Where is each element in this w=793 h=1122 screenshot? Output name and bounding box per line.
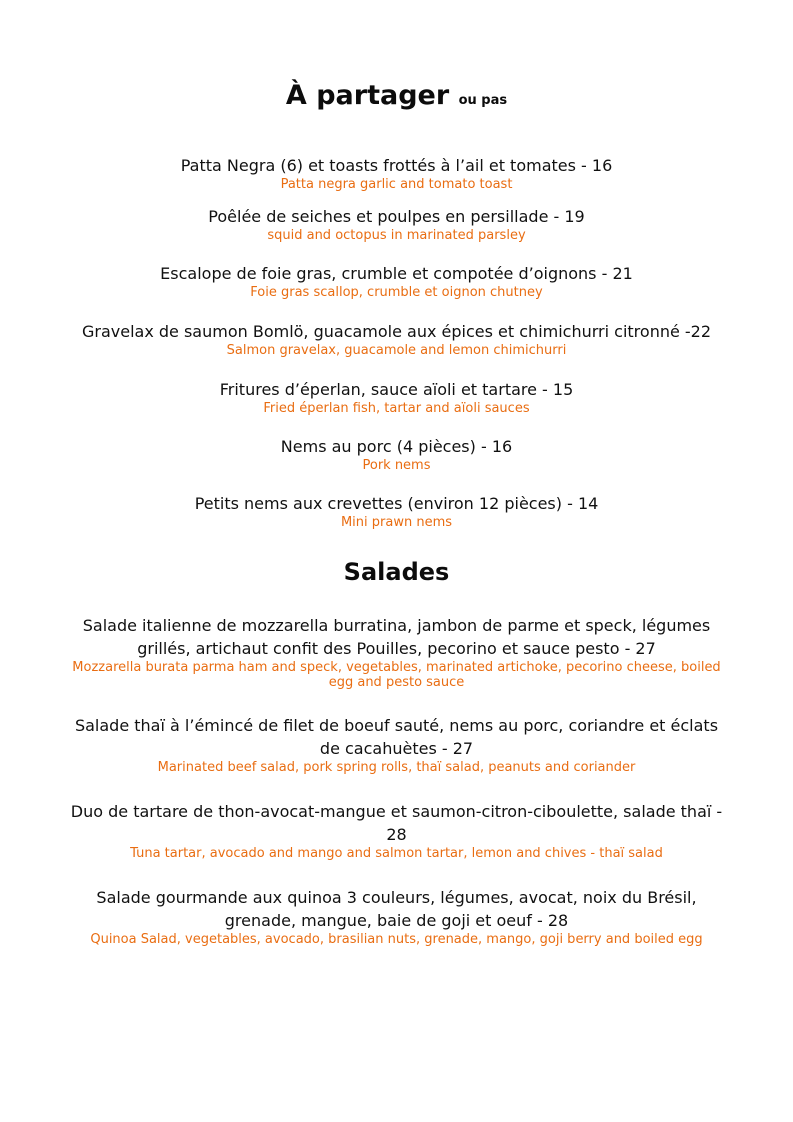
- menu-item: [70, 205, 723, 243]
- item-name-en: Marinated beef salad, pork spring rolls, thaï salad, peanuts and coriander: [157, 760, 636, 775]
- menu-item: [70, 378, 723, 416]
- item-name-fr: Duo de tartare de thon-avocat-mangue et saumon-citron-ciboulette, salade thaï - 28: [70, 802, 723, 844]
- item-name-fr: Salade italienne de mozzarella burratina, jambon de parme et speck, légumes grillés, artichaut confit des Pouilles, pecorino et sauce pesto - 27: [82, 616, 711, 658]
- item-name-en: Pork nems: [362, 458, 431, 473]
- section-title-salads: Salades: [343, 558, 450, 586]
- item-name-fr: Salade gourmande aux quinoa 3 couleurs, légumes, avocat, noix du Brésil, grenade, mangue, baie de goji et oeuf - 28: [96, 888, 697, 930]
- item-name-fr: Gravelax de saumon Bomlö, guacamole aux épices et chimichurri citronné -22: [81, 322, 712, 341]
- item-name-en: Fried éperlan fish, tartar and aïoli sauces: [263, 401, 530, 416]
- section-title-sharing: [0, 80, 793, 111]
- menu-item: [70, 492, 723, 530]
- item-name-en: Mozzarella burata parma ham and speck, vegetables, marinated artichoke, pecorino cheese, boiled egg and pesto sauce: [72, 660, 721, 690]
- item-name-en: Patta negra garlic and tomato toast: [280, 177, 513, 192]
- item-name-fr: Escalope de foie gras, crumble et compotée d’oignons - 21: [160, 264, 633, 283]
- item-name-en: Mini prawn nems: [340, 515, 453, 530]
- menu-item: [70, 435, 723, 473]
- menu-item: [70, 886, 723, 947]
- item-name-en: Tuna tartar, avocado and mango and salmon tartar, lemon and chives - thaï salad: [130, 846, 663, 861]
- section-title-suffix: ou pas: [458, 93, 508, 108]
- item-name-fr: Patta Negra (6) et toasts frottés à l’ail et tomates - 16: [180, 156, 613, 175]
- item-name-en: Foie gras scallop, crumble et oignon chutney: [250, 285, 543, 300]
- item-name-en: Salmon gravelax, guacamole and lemon chimichurri: [226, 343, 567, 358]
- menu-item: [70, 714, 723, 775]
- item-name-fr: Fritures d’éperlan, sauce aïoli et tartare - 15: [219, 380, 574, 399]
- item-name-fr: Poêlée de seiches et poulpes en persillade - 19: [208, 207, 585, 226]
- item-name-en: Quinoa Salad, vegetables, avocado, brasilian nuts, grenade, mango, goji berry and boiled egg: [90, 932, 703, 947]
- menu-item: [70, 262, 723, 300]
- item-name-fr: Petits nems aux crevettes (environ 12 pièces) - 14: [194, 494, 599, 513]
- menu-item: [70, 154, 723, 192]
- menu-item: [60, 320, 733, 358]
- menu-item: [70, 800, 723, 861]
- menu-item: [70, 614, 723, 690]
- item-name-en: squid and octopus in marinated parsley: [267, 228, 526, 243]
- item-name-fr: Nems au porc (4 pièces) - 16: [280, 437, 513, 456]
- section-title-text: À partager: [285, 80, 450, 111]
- item-name-fr: Salade thaï à l’émincé de filet de boeuf sauté, nems au porc, coriandre et éclats de cacahuètes - 27: [74, 716, 719, 758]
